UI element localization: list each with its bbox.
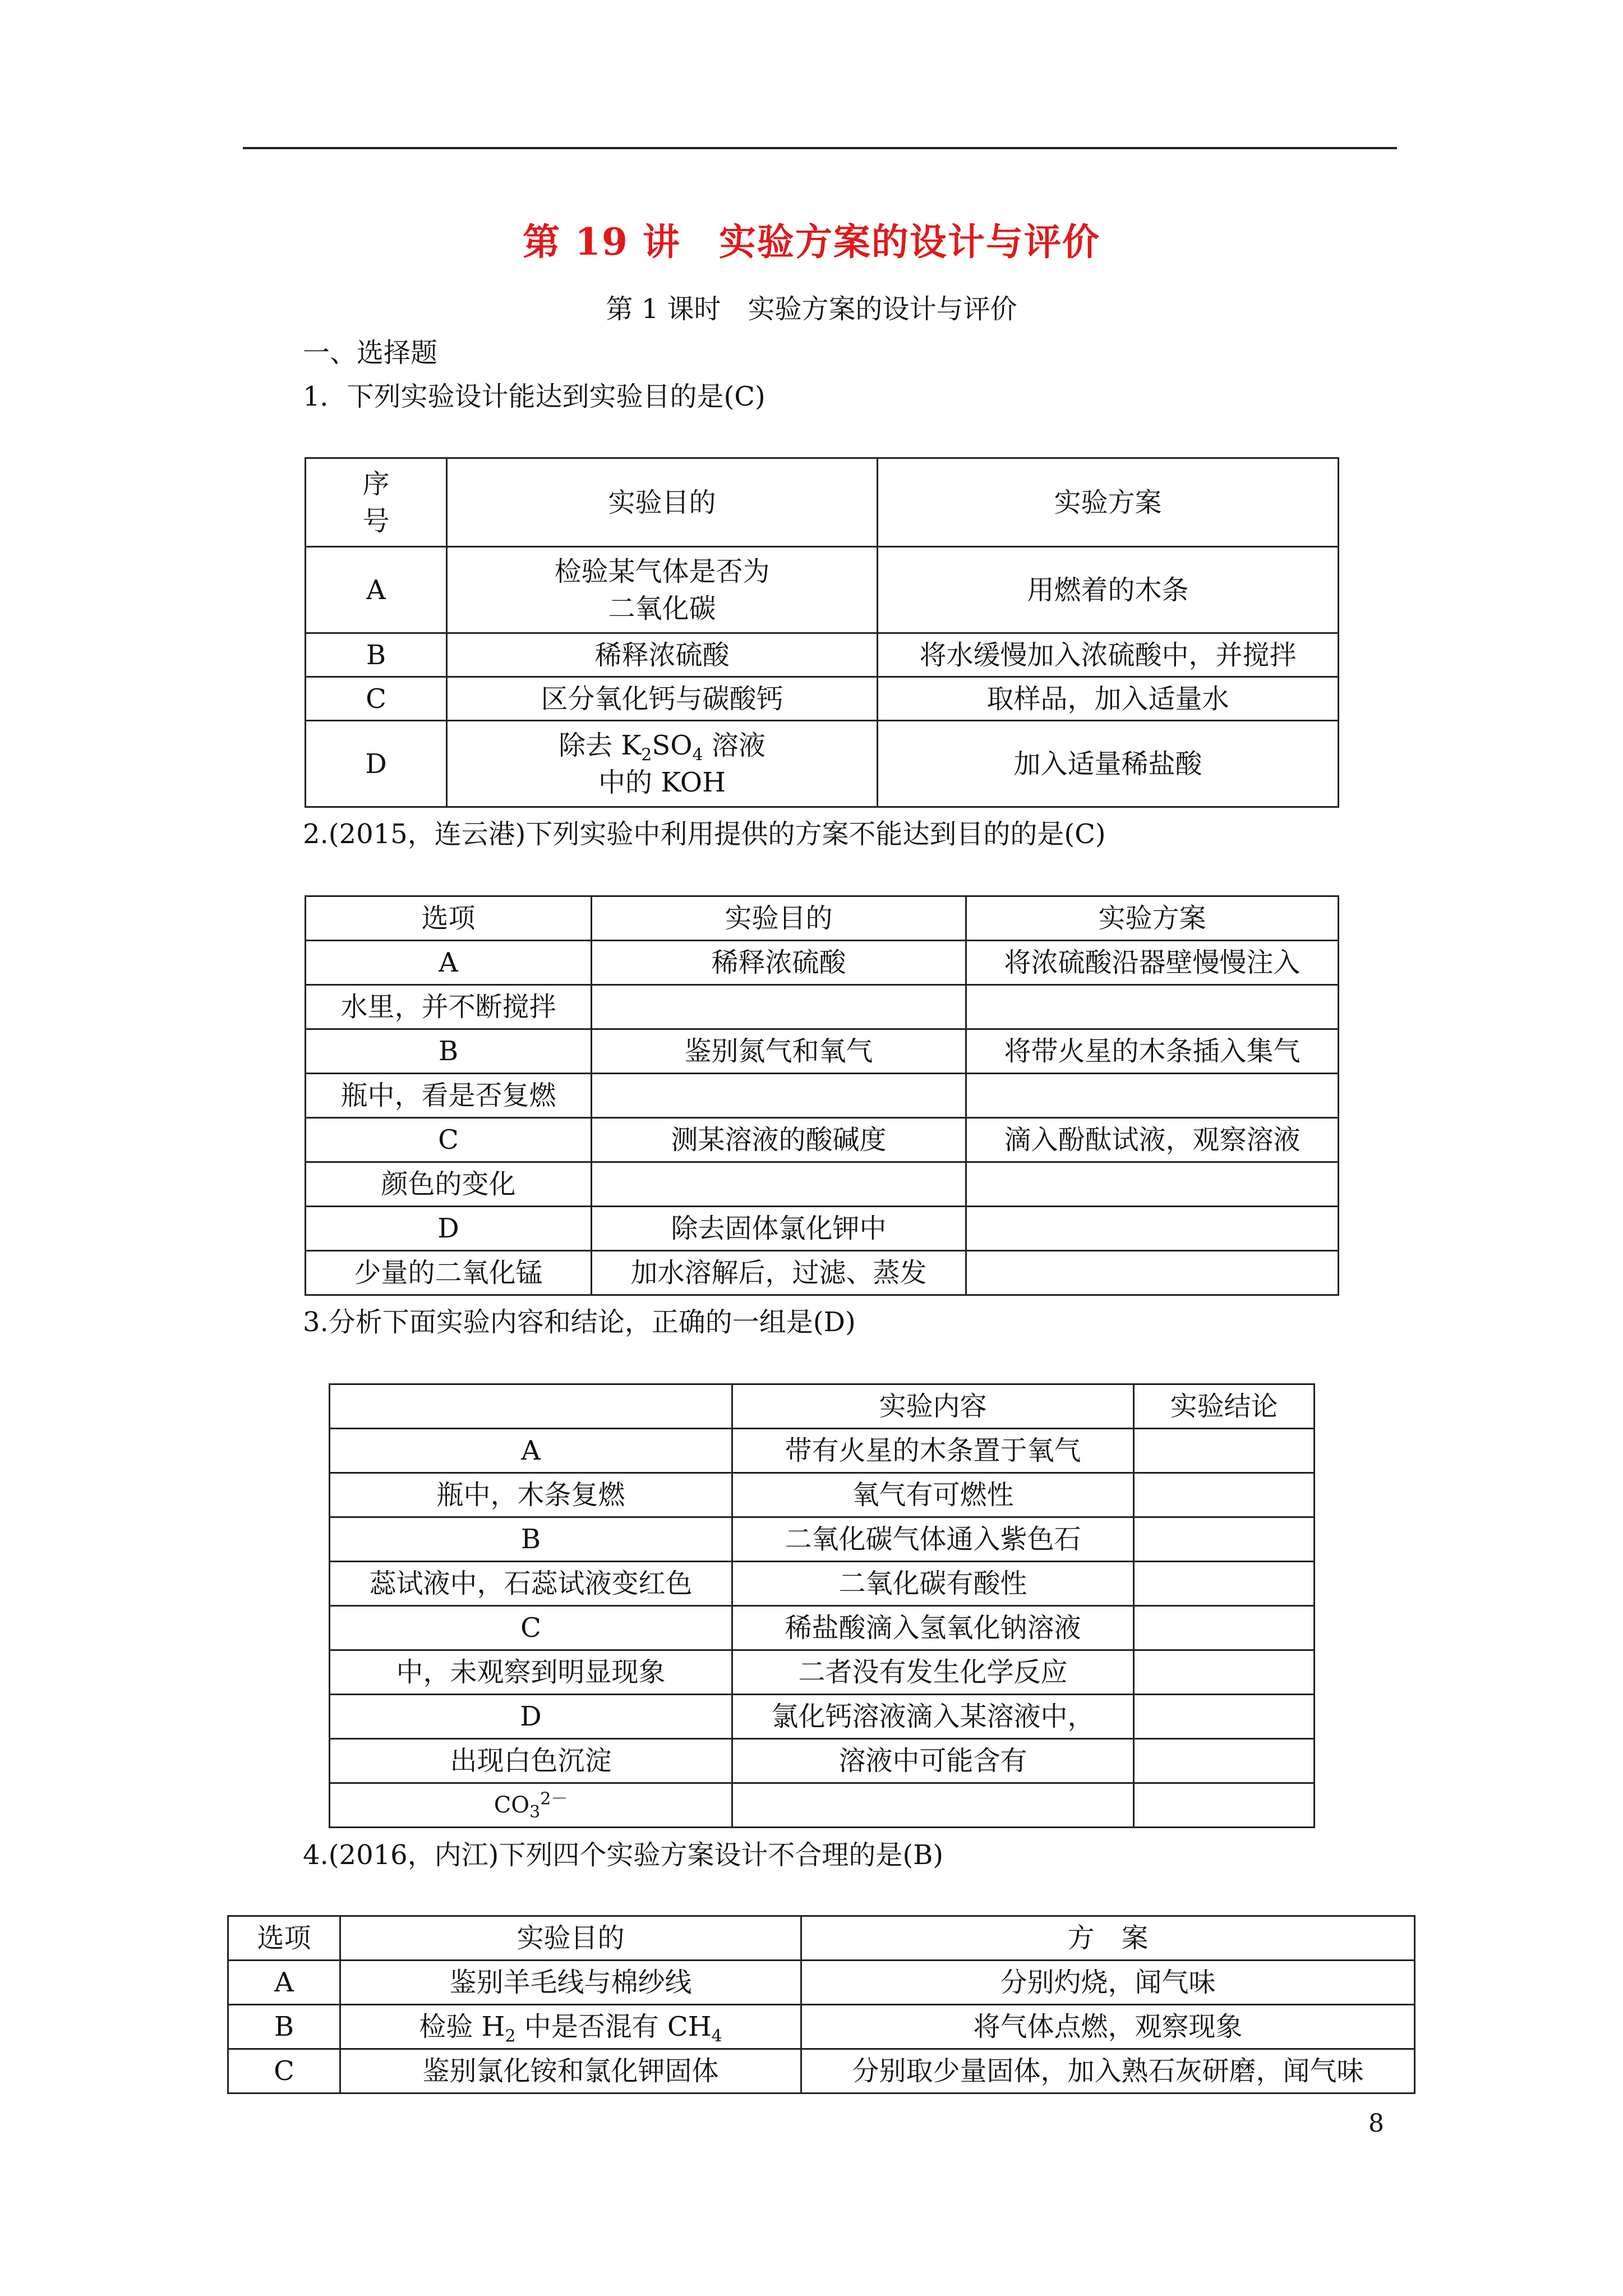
table-header-cell: 实验内容 xyxy=(732,1384,1134,1429)
table-cell: 检验某气体是否为二氧化碳 xyxy=(447,547,878,633)
page-title xyxy=(0,212,1623,265)
table-row xyxy=(330,1473,1315,1517)
table-header-cell: 实验目的 xyxy=(447,458,878,547)
table-cell: 颜色的变化 xyxy=(306,1162,592,1207)
table-cell: 用燃着的木条 xyxy=(878,547,1339,633)
table-row xyxy=(330,1650,1315,1695)
table-cell: 二氧化碳气体通入紫色石 xyxy=(732,1517,1134,1562)
table-row xyxy=(306,985,1339,1029)
table-row xyxy=(306,633,1339,677)
section-heading: 一、选择题 xyxy=(303,337,438,369)
table-cell: 加水溶解后，过滤、蒸发 xyxy=(592,1251,966,1295)
table-row xyxy=(306,1251,1339,1295)
table-cell xyxy=(966,1207,1339,1251)
table-row xyxy=(306,677,1339,721)
table-cell: 除去 $K_2SO_4$ 溶液 中的 KOH xyxy=(447,721,878,807)
table-row xyxy=(306,896,1339,941)
table-row xyxy=(330,1606,1315,1650)
title-lecture: 第 19 讲 xyxy=(523,220,681,264)
table-cell xyxy=(966,1251,1339,1295)
table-cell xyxy=(592,985,966,1029)
subtitle-lesson: 第 1 课时 xyxy=(606,293,721,325)
table-cell: B xyxy=(306,633,447,677)
table-row xyxy=(330,1429,1315,1473)
table-cell: B xyxy=(306,1029,592,1074)
q2-question: 2.(2015，连云港)下列实验中利用提供的方案不能达到目的的是(C) xyxy=(303,818,1106,850)
table-cell xyxy=(1134,1429,1315,1473)
table-cell: 检验 $H_2$ 中是否混有 $CH_4$ xyxy=(340,2005,801,2049)
table-cell xyxy=(1134,1695,1315,1739)
table-cell: 带有火星的木条置于氧气 xyxy=(732,1429,1134,1473)
subtitle-topic: 实验方案的设计与评价 xyxy=(748,293,1017,325)
table-row xyxy=(306,458,1339,547)
table-cell: 稀释浓硫酸 xyxy=(447,633,878,677)
q3-question: 3.分析下面实验内容和结论，正确的一组是(D) xyxy=(303,1306,856,1338)
table-cell: 将带火星的木条插入集气 xyxy=(966,1029,1339,1074)
table-cell: 中，未观察到明显现象 xyxy=(330,1650,732,1695)
table-cell: A xyxy=(306,941,592,985)
q1-question: 1．下列实验设计能达到实验目的是(C) xyxy=(303,381,766,412)
page-subtitle xyxy=(0,287,1623,326)
table-row xyxy=(306,1118,1339,1162)
title-topic: 实验方案的设计与评价 xyxy=(718,220,1100,264)
table-cell xyxy=(966,985,1339,1029)
table-cell: A xyxy=(330,1429,732,1473)
table-cell xyxy=(966,1162,1339,1207)
table-header-cell: 实验目的 xyxy=(592,896,966,941)
table-cell: 将水缓慢加入浓硫酸中，并搅拌 xyxy=(878,633,1339,677)
table-cell: 鉴别羊毛线与棉纱线 xyxy=(340,1961,801,2005)
table-cell: 分别取少量固体，加入熟石灰研磨，闻气味 xyxy=(801,2049,1415,2093)
table-row xyxy=(228,2005,1415,2049)
table-row xyxy=(306,1162,1339,1207)
table-row xyxy=(306,721,1339,807)
table-header-cell: 方 案 xyxy=(801,1916,1415,1961)
table-cell xyxy=(592,1162,966,1207)
table-header-cell: 选项 xyxy=(306,896,592,941)
table-row xyxy=(306,547,1339,633)
table-cell: 测某溶液的酸碱度 xyxy=(592,1118,966,1162)
table-row xyxy=(330,1384,1315,1429)
table-cell xyxy=(592,1074,966,1118)
table-cell xyxy=(1134,1606,1315,1650)
table-cell: C xyxy=(306,1118,592,1162)
table-row xyxy=(306,1207,1339,1251)
table-cell xyxy=(1134,1517,1315,1562)
table-cell: 滴入酚酞试液，观察溶液 xyxy=(966,1118,1339,1162)
table-row xyxy=(306,1074,1339,1118)
table-cell: 分别灼烧，闻气味 xyxy=(801,1961,1415,2005)
table-cell xyxy=(1134,1783,1315,1828)
table-row xyxy=(330,1695,1315,1739)
table-header-cell: 序号 xyxy=(306,458,447,547)
table-cell: D xyxy=(306,721,447,807)
q1-table xyxy=(305,457,1339,808)
q2-table xyxy=(305,895,1339,1296)
table-cell: C xyxy=(228,2049,340,2093)
table-header-cell xyxy=(330,1384,732,1429)
table-cell: A xyxy=(228,1961,340,2005)
table-row xyxy=(330,1562,1315,1606)
table-cell: B xyxy=(330,1517,732,1562)
table-row xyxy=(228,2049,1415,2093)
table-cell: 蕊试液中，石蕊试液变红色 xyxy=(330,1562,732,1606)
table-cell: C xyxy=(306,677,447,721)
table-header-cell: 实验结论 xyxy=(1134,1384,1315,1429)
table-cell xyxy=(1134,1562,1315,1606)
table-row xyxy=(306,1029,1339,1074)
table-cell xyxy=(732,1783,1134,1828)
table-cell: 将浓硫酸沿器壁慢慢注入 xyxy=(966,941,1339,985)
table-row xyxy=(228,1916,1415,1961)
table-cell: 少量的二氧化锰 xyxy=(306,1251,592,1295)
table-row xyxy=(330,1739,1315,1783)
table-row xyxy=(330,1517,1315,1562)
q4-table xyxy=(227,1915,1415,2094)
table-cell xyxy=(1134,1739,1315,1783)
table-cell: 稀盐酸滴入氢氧化钠溶液 xyxy=(732,1606,1134,1650)
table-cell: 二氧化碳有酸性 xyxy=(732,1562,1134,1606)
table-cell: 水里，并不断搅拌 xyxy=(306,985,592,1029)
table-header-cell: 实验目的 xyxy=(340,1916,801,1961)
table-cell: 二者没有发生化学反应 xyxy=(732,1650,1134,1695)
table-row xyxy=(306,941,1339,985)
table-cell: D xyxy=(306,1207,592,1251)
q3-table xyxy=(329,1383,1315,1828)
table-header-cell: 实验方案 xyxy=(878,458,1339,547)
table-cell xyxy=(1134,1650,1315,1695)
table-cell: 加入适量稀盐酸 xyxy=(878,721,1339,807)
table-cell: 鉴别氯化铵和氯化钾固体 xyxy=(340,2049,801,2093)
table-cell: 取样品，加入适量水 xyxy=(878,677,1339,721)
table-cell: 稀释浓硫酸 xyxy=(592,941,966,985)
table-cell: A xyxy=(306,547,447,633)
table-cell: 瓶中，看是否复燃 xyxy=(306,1074,592,1118)
table-cell: 区分氧化钙与碳酸钙 xyxy=(447,677,878,721)
table-cell: D xyxy=(330,1695,732,1739)
table-header-cell: 选项 xyxy=(228,1916,340,1961)
header-rule xyxy=(243,147,1397,149)
table-cell: B xyxy=(228,2005,340,2049)
table-cell xyxy=(1134,1473,1315,1517)
table-cell xyxy=(966,1074,1339,1118)
table-header-cell: 实验方案 xyxy=(966,896,1339,941)
q4-question: 4.(2016，内江)下列四个实验方案设计不合理的是(B) xyxy=(303,1839,944,1871)
table-cell: 除去固体氯化钾中 xyxy=(592,1207,966,1251)
table-row xyxy=(330,1783,1315,1828)
table-cell: 鉴别氮气和氧气 xyxy=(592,1029,966,1074)
table-cell: 将气体点燃，观察现象 xyxy=(801,2005,1415,2049)
table-cell: 氯化钙溶液滴入某溶液中， xyxy=(732,1695,1134,1739)
table-cell: 氧气有可燃性 xyxy=(732,1473,1134,1517)
table-cell: 瓶中，木条复燃 xyxy=(330,1473,732,1517)
table-row xyxy=(228,1961,1415,2005)
table-cell: $CO_3^{2-}$ xyxy=(330,1783,732,1828)
page-number: 8 xyxy=(1368,2109,1384,2138)
table-cell: 出现白色沉淀 xyxy=(330,1739,732,1783)
table-cell: 溶液中可能含有 xyxy=(732,1739,1134,1783)
table-cell: C xyxy=(330,1606,732,1650)
